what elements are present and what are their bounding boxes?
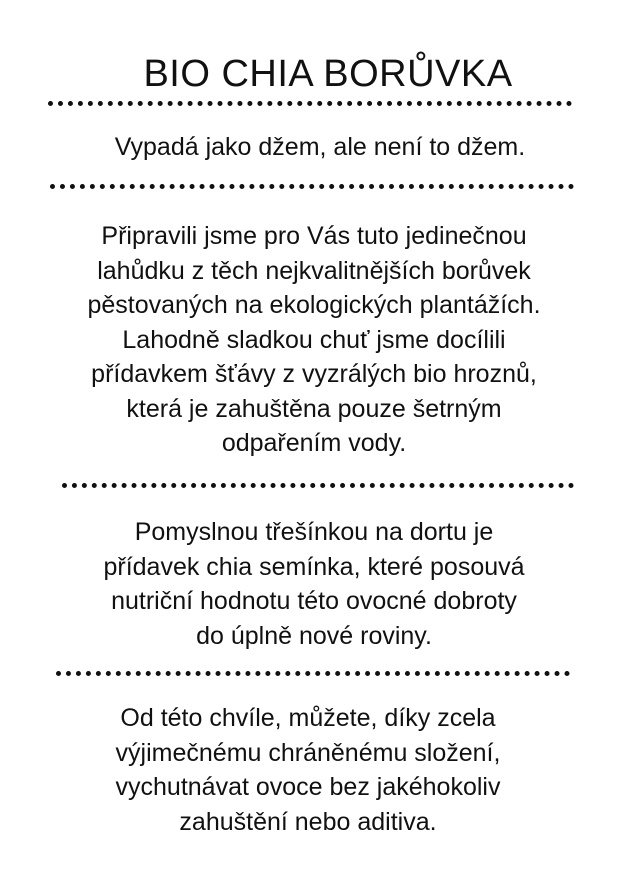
paragraph-1-line: přídavkem šťávy z vyzrálých bio hroznů, xyxy=(91,360,537,388)
page-title: BIO CHIA BORŮVKA xyxy=(143,53,513,95)
tagline-block xyxy=(0,131,620,163)
paragraph-2-line: přídavek chia semínka, které posouvá xyxy=(103,552,525,581)
paragraph-1-line: lahůdku z těch nejkvalitnějších borůvek xyxy=(97,256,531,285)
paragraph-1-line: odpařením vody. xyxy=(221,429,407,457)
paragraph-1 xyxy=(0,219,620,461)
paragraph-1-line: Připravili jsme pro Vás tuto jedinečnou xyxy=(101,222,527,250)
dotted-divider-1 xyxy=(48,101,572,106)
tagline: Vypadá jako džem, ale není to džem. xyxy=(114,133,526,161)
paragraph-3 xyxy=(0,701,616,839)
paragraph-2-line: Pomyslnou třešínkou na dortu je xyxy=(134,518,494,546)
paragraph-2-line: do úplně nové roviny. xyxy=(196,621,432,650)
dotted-divider-2 xyxy=(50,184,574,189)
dotted-divider-4 xyxy=(56,671,570,676)
paragraph-2 xyxy=(0,515,620,653)
dotted-divider-3 xyxy=(62,483,574,488)
paragraph-1-line: pěstovaných na ekologických plantážích. xyxy=(87,291,541,319)
paragraph-3-line: zahuštění nebo aditiva. xyxy=(179,807,437,836)
paragraph-1-line: Lahodně sladkou chuť jsme docílili xyxy=(122,325,506,354)
paragraph-3-line: Od této chvíle, můžete, díky zcela xyxy=(120,704,496,732)
paragraph-2-line: nutriční hodnotu této ovocné dobroty xyxy=(111,587,517,615)
paragraph-1-line: která je zahuštěna pouze šetrným xyxy=(126,394,502,423)
paragraph-3-line: výjimečnému chráněnému složení, xyxy=(115,738,501,767)
paragraph-3-line: vychutnávat ovoce bez jakéhokoliv xyxy=(115,773,501,801)
